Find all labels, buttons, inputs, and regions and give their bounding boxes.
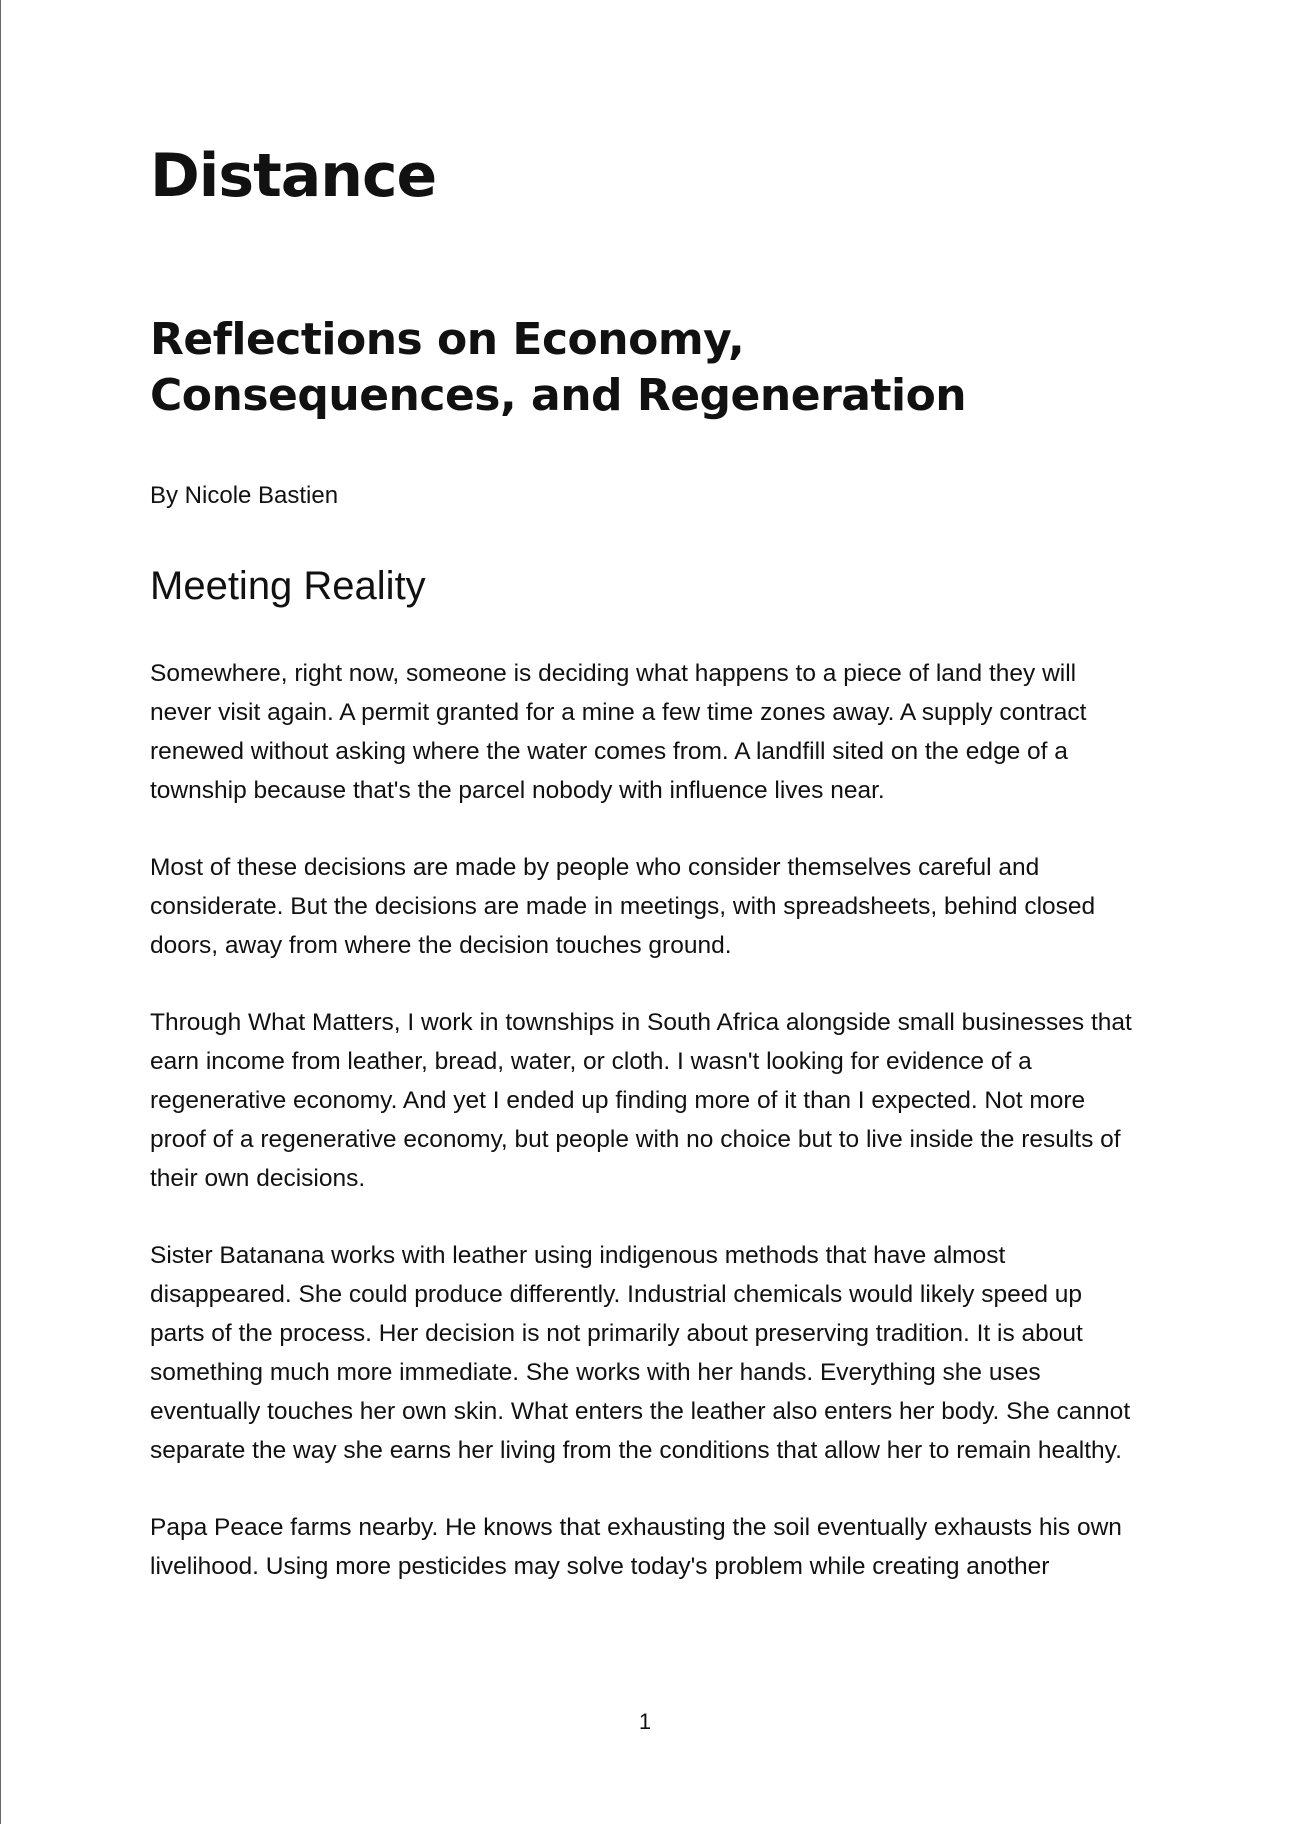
page-edge-line xyxy=(0,0,1,1824)
document-title: Distance xyxy=(150,141,437,211)
section-heading: Meeting Reality xyxy=(150,564,426,608)
paragraph-1: Somewhere, right now, someone is deciding what happens to a piece of land they will never visit again. A permit granted for a mine a few time zones away. A supply contract renewed without asking where the water comes from. A landfill sited on the edge of a township because that's the parcel nobody with influence lives near. xyxy=(150,660,1087,804)
paragraph-3: Through What Matters, I work in townships in South Africa alongside small businesses that earn income from leather, bread, water, or cloth. I wasn't looking for evidence of a regenerative economy. And yet I ended up finding more of it than I expected. Not more proof of a regenerative economy, but people with no choice but to live inside the results of their own decisions. xyxy=(150,1009,1132,1192)
page-number: 1 xyxy=(638,1709,652,1734)
paragraph-5: Papa Peace farms nearby. He knows that exhausting the soil eventually exhausts his own livelihood. Using more pesticides may solve today's problem while creating another xyxy=(150,1514,1122,1580)
document-subtitle: Reflections on Economy, Consequences, and Regeneration xyxy=(150,314,967,421)
paragraph-4: Sister Batanana works with leather using indigenous methods that have almost disappeared. She could produce differently. Industrial chemicals would likely speed up parts of the process. Her decision is not primarily about preserving tradition. It is about something much more immediate. She works with her hands. Everything she uses eventually touches her own skin. What enters the leather also enters her body. She cannot separate the way she earns her living from the conditions that allow her to remain healthy. xyxy=(150,1242,1131,1464)
author-byline: By Nicole Bastien xyxy=(150,482,339,509)
body-paragraphs xyxy=(150,654,1140,1586)
document-body xyxy=(150,140,1140,1586)
paragraph-2: Most of these decisions are made by people who consider themselves careful and considerate. But the decisions are made in meetings, with spreadsheets, behind closed doors, away from where the decision touches ground. xyxy=(150,854,1096,959)
